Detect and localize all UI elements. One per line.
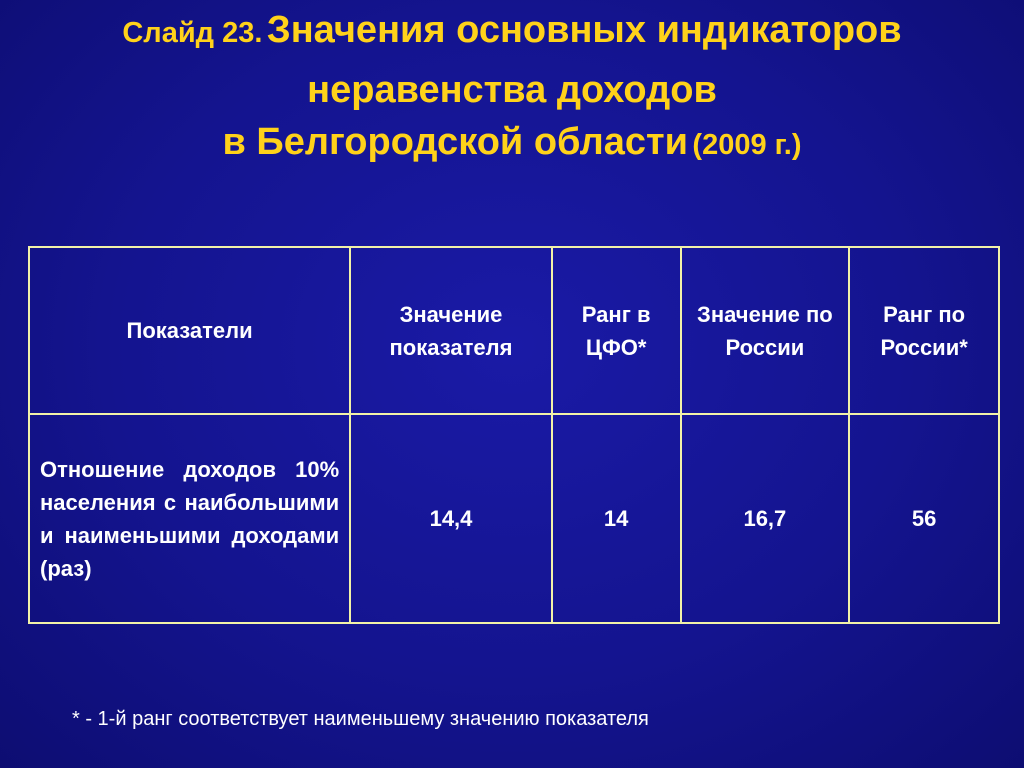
cell-value-russia: 16,7 — [681, 414, 850, 623]
cell-rank-cfo: 14 — [552, 414, 681, 623]
cell-indicator: Отношение доходов 10% населения с наибольшими и наименьшими доходами (раз) — [29, 414, 350, 623]
indicators-table — [28, 246, 1000, 624]
header-rank-cfo: Ранг в ЦФО* — [552, 247, 681, 414]
title-line-1 — [0, 4, 1024, 64]
title-line-2: неравенства доходов — [307, 69, 717, 111]
title-main-3: в Белгородской области — [222, 121, 688, 163]
header-value: Значение показателя — [350, 247, 552, 414]
slide-title — [0, 4, 1024, 176]
slide-number: Слайд 23. — [122, 17, 263, 49]
title-year: (2009 г.) — [692, 129, 802, 161]
cell-rank-russia: 56 — [849, 414, 999, 623]
footnote: * - 1-й ранг соответствует наименьшему значению показателя — [72, 708, 649, 730]
header-rank-russia: Ранг по России* — [849, 247, 999, 414]
title-line-3 — [0, 116, 1024, 176]
table-header-row — [29, 247, 999, 414]
table-row — [29, 414, 999, 623]
header-value-russia: Значение по России — [681, 247, 850, 414]
header-indicators: Показатели — [29, 247, 350, 414]
cell-value: 14,4 — [350, 414, 552, 623]
title-main-1: Значения основных индикаторов — [266, 9, 902, 51]
